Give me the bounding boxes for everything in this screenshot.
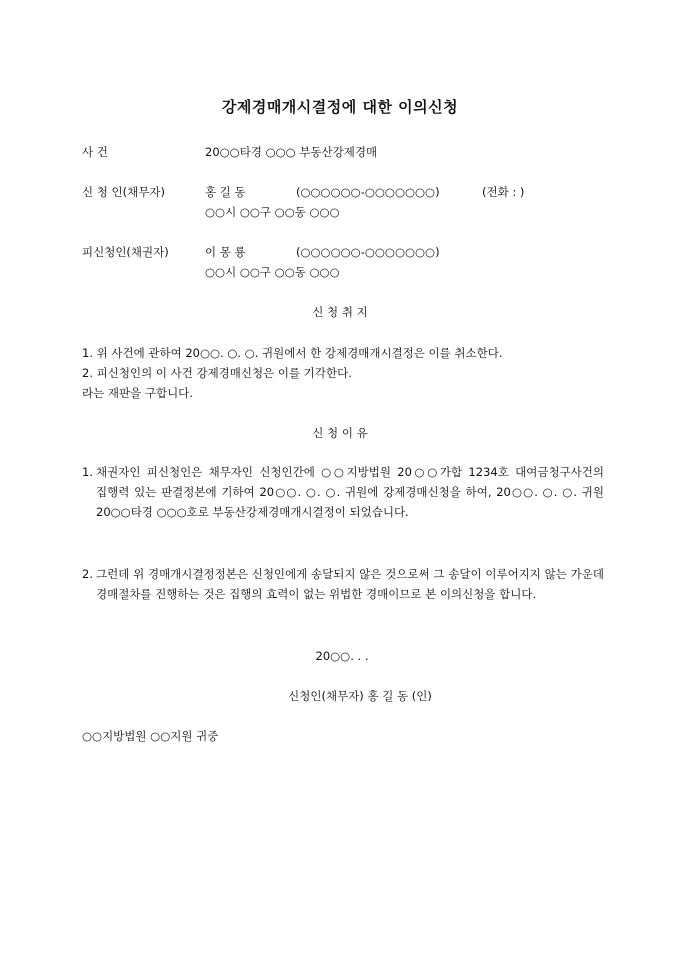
reason-paragraph-1	[82, 462, 604, 522]
applicant-label: 신 청 인(채무자)	[82, 185, 165, 199]
respondent-label: 피신청인(채권자)	[82, 245, 169, 259]
respondent-id: (○○○○○○-○○○○○○○)	[296, 245, 440, 259]
purpose-item: 2. 피신청인의 이 사건 강제경매신청은 이를 기각한다.	[82, 366, 352, 380]
signature-line: 신청인(채무자) 홍 길 동 (인)	[288, 689, 432, 703]
document-title: 강제경매개시결정에 대한 이의신청	[221, 98, 459, 116]
purpose-closing: 라는 재판을 구합니다.	[82, 386, 193, 400]
reason-number: 2.	[82, 567, 93, 581]
respondent-address: ○○시 ○○구 ○○동 ○○○	[205, 265, 340, 279]
applicant-id: (○○○○○○-○○○○○○○)	[296, 185, 440, 199]
purpose-heading: 신 청 취 지	[312, 305, 368, 319]
applicant-name: 홍 길 동	[205, 185, 246, 199]
court-addressee: ○○지방법원 ○○지원 귀중	[82, 729, 219, 743]
reason-text: 채권자인 피신청인은 채무자인 신청인간에 ○○지방법원 20○○가합 1234호 대여금청구사건의 집행력 있는 판결정본에 기하여 20○○. ○. ○. 귀원에 강제경매신청을 하여, 20○○. ○. ○. 귀원 20○○타경 ○○○호로 부동산강제경매개시결정이 되었습니다.	[96, 465, 604, 519]
filing-date: 20○○. . .	[315, 649, 369, 663]
reason-paragraph-2	[82, 564, 604, 604]
reasons-heading: 신 청 이 유	[312, 426, 368, 440]
respondent-name: 이 몽 룡	[205, 245, 246, 259]
reason-text: 그런데 위 경매개시결정정본은 신청인에게 송달되지 않은 것으로써 그 송달이 이루어지지 않는 가운데 경매절차를 진행하는 것은 집행의 효력이 없는 위법한 경매이므로 본 이의신청을 합니다.	[96, 567, 604, 601]
case-value: 20○○타경 ○○○ 부동산강제경매	[205, 145, 378, 159]
reason-number: 1.	[82, 465, 93, 479]
applicant-phone: (전화 : )	[482, 185, 525, 199]
purpose-item: 1. 위 사건에 관하여 20○○. ○. ○. 귀원에서 한 강제경매개시결정은 이를 취소한다.	[82, 346, 503, 360]
applicant-address: ○○시 ○○구 ○○동 ○○○	[205, 205, 340, 219]
case-label: 사 건	[82, 145, 108, 159]
